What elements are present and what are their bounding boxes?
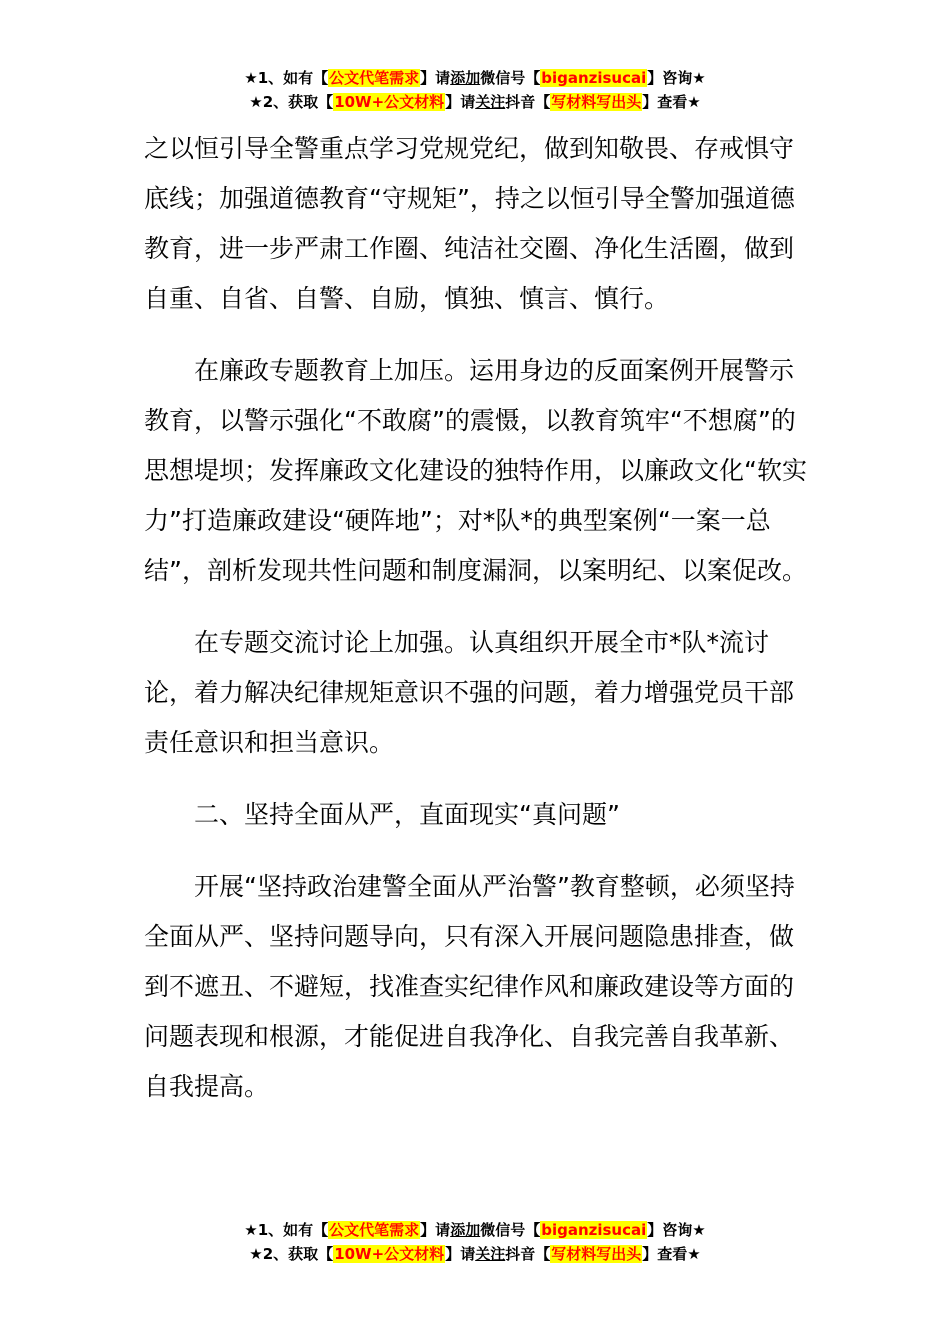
- banner-text: 】查看★: [642, 93, 701, 111]
- banner-text: ★2、获取【: [249, 93, 334, 111]
- banner-highlight: 写材料写出头: [551, 1245, 642, 1263]
- banner-text: 微信号【: [480, 1221, 541, 1239]
- banner-underlined-text: 添加: [450, 1221, 481, 1239]
- banner-text: ★2、获取【: [249, 1245, 334, 1263]
- banner-text: ★1、如有【: [244, 1221, 329, 1239]
- banner-highlight: biganzisucai: [541, 1221, 647, 1239]
- banner-text: 】请: [420, 1221, 451, 1239]
- banner-line-2: [0, 1242, 950, 1266]
- banner-highlight: biganzisucai: [541, 69, 647, 87]
- banner-line-1: [0, 1218, 950, 1242]
- banner-text: 微信号【: [480, 69, 541, 87]
- document-body: [144, 124, 808, 1112]
- banner-text: 】请: [445, 1245, 476, 1263]
- banner-text: 】咨询★: [647, 69, 706, 87]
- footer-banner: [0, 1218, 950, 1266]
- paragraph: 开展“坚持政治建警全面从严治警”教育整顿，必须坚持全面从严、坚持问题导向，只有深入开展问题隐患排查，做到不遮丑、不避短，找准查实纪律作风和廉政建设等方面的问题表现和根源，才能促进自我净化、自我完善自我革新、自我提高。: [144, 872, 795, 1101]
- paragraph: 在廉政专题教育上加压。运用身边的反面案例开展警示教育，以警示强化“不敢腐”的震慑，以教育筑牢“不想腐”的思想堤坝；发挥廉政文化建设的独特作用，以廉政文化“软实力”打造廉政建设“硬阵地”；对*队*的典型案例“一案一总结”，剖析发现共性问题和制度漏洞，以案明纪、以案促改。: [144, 356, 807, 585]
- banner-highlight: 公文代笔需求: [329, 1221, 420, 1239]
- banner-highlight: 10W+公文材料: [334, 93, 445, 111]
- banner-underlined-text: 关注: [475, 93, 506, 111]
- banner-text: 抖音【: [505, 1245, 551, 1263]
- banner-line-2: [0, 90, 950, 114]
- banner-text: ★1、如有【: [244, 69, 329, 87]
- banner-underlined-text: 关注: [475, 1245, 506, 1263]
- banner-underlined-text: 添加: [450, 69, 481, 87]
- banner-highlight: 写材料写出头: [551, 93, 642, 111]
- banner-text: 】请: [420, 69, 451, 87]
- banner-text: 】请: [445, 93, 476, 111]
- section-heading: 二、坚持全面从严，直面现实“真问题”: [194, 800, 620, 829]
- paragraph: 之以恒引导全警重点学习党规党纪，做到知敬畏、存戒惧守底线；加强道德教育“守规矩”，持之以恒引导全警加强道德教育，进一步严肃工作圈、纯洁社交圈、净化生活圈，做到自重、自省、自警、自励，慎独、慎言、慎行。: [144, 134, 795, 313]
- banner-text: 】查看★: [642, 1245, 701, 1263]
- paragraph: 在专题交流讨论上加强。认真组织开展全市*队*流讨论，着力解决纪律规矩意识不强的问题，着力增强党员干部责任意识和担当意识。: [144, 628, 795, 757]
- banner-highlight: 公文代笔需求: [329, 69, 420, 87]
- banner-text: 】咨询★: [647, 1221, 706, 1239]
- banner-text: 抖音【: [505, 93, 551, 111]
- banner-highlight: 10W+公文材料: [334, 1245, 445, 1263]
- banner-line-1: [0, 66, 950, 90]
- header-banner: [0, 66, 950, 114]
